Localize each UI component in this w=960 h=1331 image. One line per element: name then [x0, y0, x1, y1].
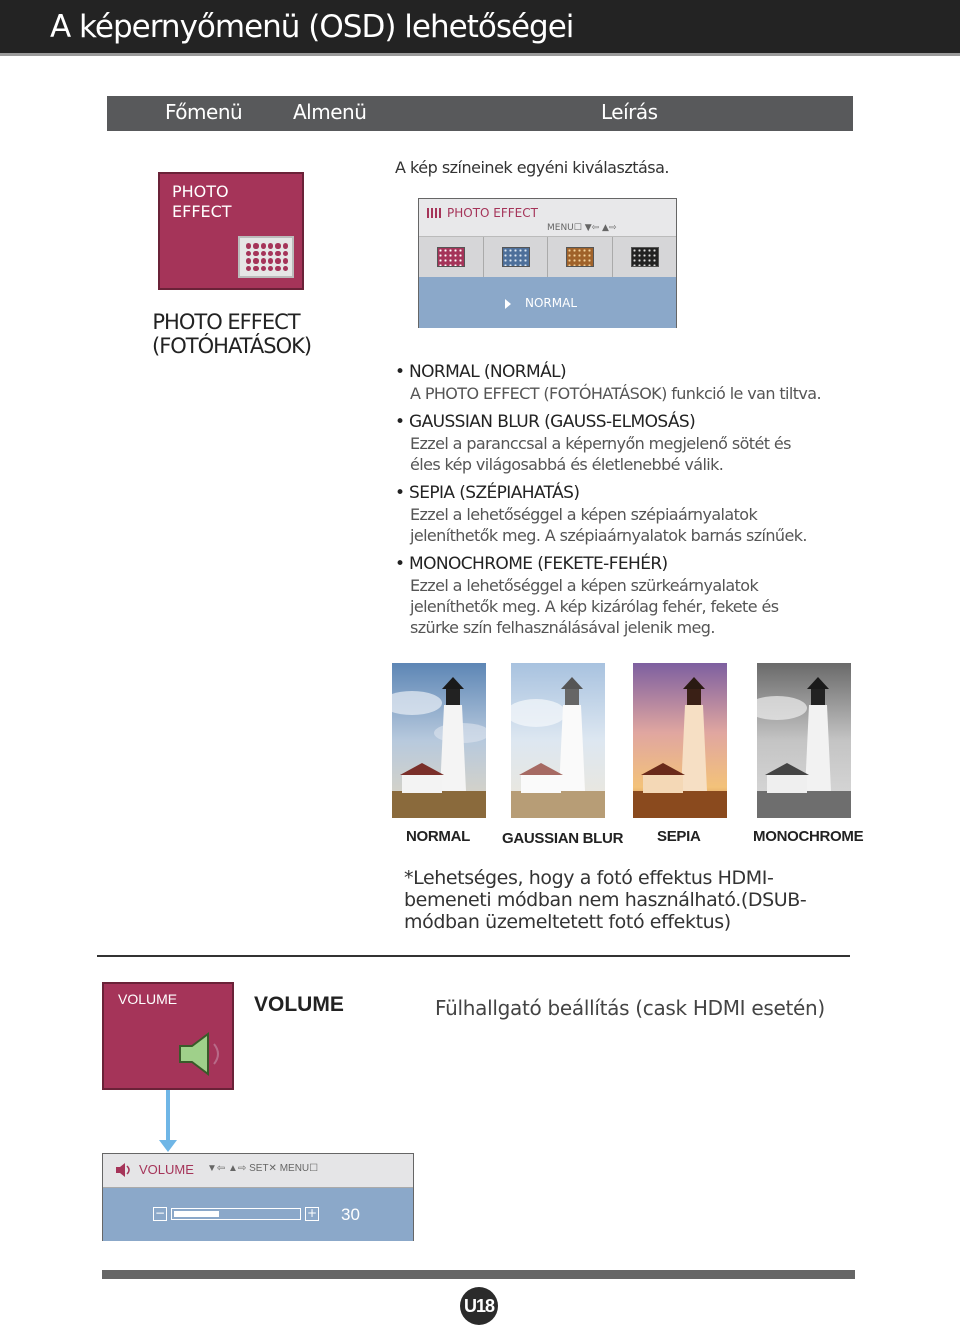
list-item	[395, 554, 825, 638]
dot	[253, 243, 258, 249]
dot	[275, 243, 280, 249]
sample-photo-normal	[392, 663, 486, 818]
header-description: Leírás	[601, 100, 658, 124]
plus-icon[interactable]: +	[306, 1206, 318, 1220]
speaker-icon	[176, 1032, 226, 1076]
volume-value: 30	[341, 1205, 360, 1224]
volume-description: Fülhallgató beállítás (cask HDMI esetén)	[435, 996, 825, 1020]
option-text: Ezzel a lehetőséggel a képen szépiaárnyalatok jeleníthetők meg. A szépiaárnyalatok barnás színűek.	[410, 505, 807, 545]
sample-photo-gaussian	[511, 663, 605, 818]
osd-selected-item: NORMAL	[525, 296, 578, 310]
sample-label-sepia: SEPIA	[657, 828, 701, 845]
osd-tab-monochrome[interactable]	[613, 237, 677, 277]
photo-effect-heading-2: (FOTÓHATÁSOK)	[152, 334, 312, 358]
dot	[253, 251, 258, 257]
sample-label-monochrome: MONOCHROME	[753, 828, 864, 845]
dot	[283, 266, 288, 272]
dot	[253, 266, 258, 272]
photo-effect-osd-panel	[418, 198, 677, 328]
option-head: • GAUSSIAN BLUR (GAUSS-ELMOSÁS)	[395, 412, 825, 433]
volume-slider-fill	[174, 1211, 219, 1217]
photo-effect-heading-1: PHOTO EFFECT	[152, 310, 300, 334]
dot	[283, 243, 288, 249]
minus-icon[interactable]: −	[154, 1206, 166, 1220]
volume-osd-controls: ▼⇦ ▲⇨ SET✕ MENU☐	[207, 1163, 319, 1174]
play-arrow-icon	[505, 299, 511, 309]
dot	[268, 251, 273, 257]
dot	[261, 258, 266, 264]
osd-title: PHOTO EFFECT	[447, 206, 538, 220]
sample-label-normal: NORMAL	[406, 828, 471, 845]
dot	[268, 266, 273, 272]
photo-effect-heading	[152, 310, 312, 358]
option-text: Ezzel a lehetőséggel a képen szürkeárnyalatok jeleníthetők meg. A kép kizárólag fehér, fekete és szürke szín felhasználásával jelenik meg.	[410, 576, 779, 637]
hdmi-note: *Lehetséges, hogy a fotó effektus HDMI-bemeneti módban nem használható.(DSUB-módban üzemeltetett fotó effektus)	[404, 867, 807, 933]
header-main-menu: Főmenü	[165, 100, 243, 124]
volume-menu-box	[102, 982, 234, 1090]
osd-tab-gaussian[interactable]	[484, 237, 549, 277]
volume-osd-panel	[102, 1153, 414, 1241]
section-divider	[97, 955, 850, 957]
dot	[246, 251, 251, 257]
list-item	[395, 362, 825, 404]
photo-effect-menu-label-2: EFFECT	[172, 202, 232, 221]
sample-label-gaussian: GAUSSIAN BLUR	[502, 830, 624, 847]
dot	[246, 258, 251, 264]
page-title: A képernyőmenü (OSD) lehetőségei	[50, 9, 574, 45]
osd-controls: MENU☐ ▼⇦ ▲⇨	[547, 223, 617, 233]
dot	[261, 266, 266, 272]
volume-osd-title: VOLUME	[139, 1162, 194, 1177]
option-text: A PHOTO EFFECT (FOTÓHATÁSOK) funkció le van tiltva.	[410, 384, 821, 403]
photo-effect-mini-icon	[427, 208, 443, 218]
arrow-down-icon	[159, 1140, 177, 1152]
dot	[268, 243, 273, 249]
speaker-mini-icon	[115, 1162, 133, 1178]
photo-effect-menu-label-1: PHOTO	[172, 182, 229, 201]
option-head: • SEPIA (SZÉPIAHATÁS)	[395, 483, 825, 504]
page-number: U18	[460, 1287, 498, 1325]
footer-bar	[102, 1270, 855, 1279]
dot	[275, 251, 280, 257]
table-header	[107, 96, 853, 131]
list-item	[395, 412, 825, 475]
dot	[283, 258, 288, 264]
sample-photo-sepia	[633, 663, 727, 818]
osd-tab-sepia[interactable]	[548, 237, 613, 277]
dot	[261, 251, 266, 257]
dot	[275, 266, 280, 272]
connector-line	[166, 1090, 170, 1142]
dot	[253, 258, 258, 264]
dot	[246, 243, 251, 249]
dot	[261, 243, 266, 249]
volume-heading: VOLUME	[254, 993, 344, 1016]
dot	[283, 251, 288, 257]
option-text: Ezzel a paranccsal a képernyőn megjelenő sötét és éles kép világosabbá és életlenebbé válik.	[410, 434, 791, 474]
dot	[275, 258, 280, 264]
photo-effect-description: A kép színeinek egyéni kiválasztása.	[395, 158, 670, 177]
list-item	[395, 483, 825, 546]
photo-effect-icon	[238, 236, 294, 278]
osd-tab-normal[interactable]	[419, 237, 484, 277]
header-sub-menu: Almenü	[293, 100, 367, 124]
dot	[268, 258, 273, 264]
photo-effect-menu-box	[158, 172, 304, 290]
option-head: • MONOCHROME (FEKETE-FEHÉR)	[395, 554, 825, 575]
volume-slider[interactable]	[171, 1208, 301, 1220]
volume-menu-label: VOLUME	[118, 991, 178, 1007]
dot	[246, 266, 251, 272]
sample-photo-monochrome	[757, 663, 851, 818]
photo-effect-options	[395, 362, 825, 646]
option-head: • NORMAL (NORMÁL)	[395, 362, 825, 383]
